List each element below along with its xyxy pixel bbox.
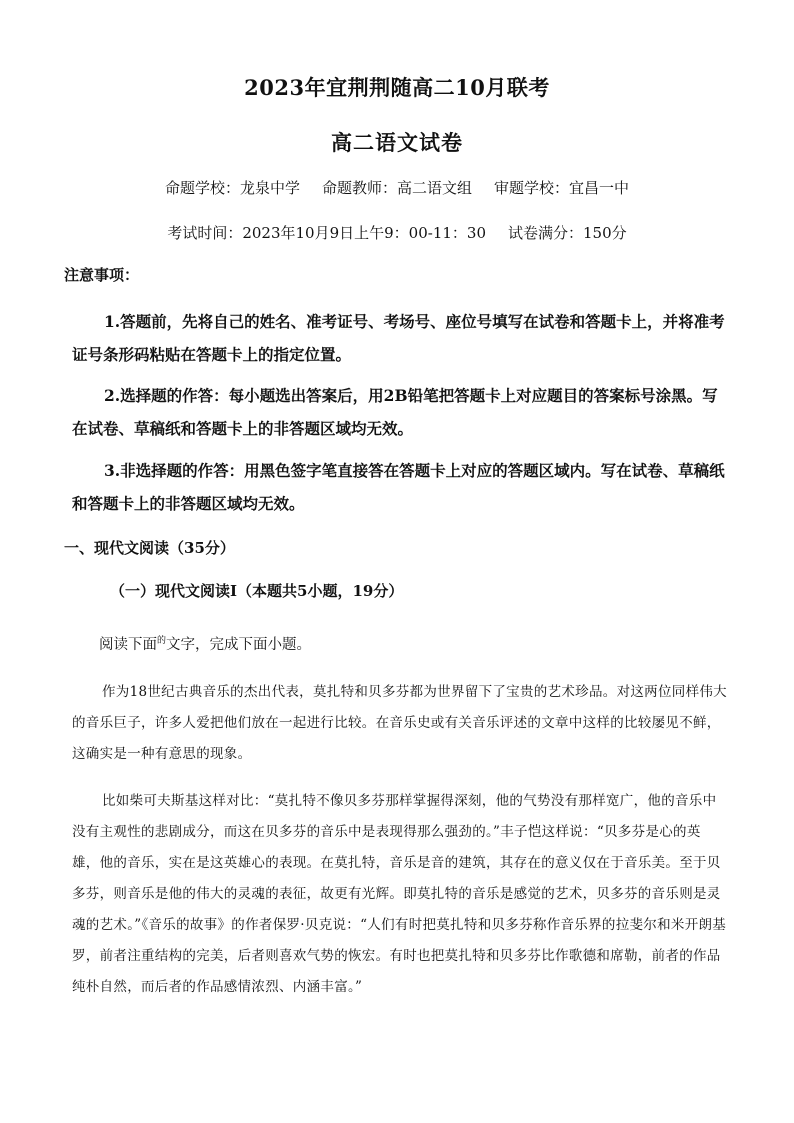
notice-heading: 注意事项：: [64, 266, 140, 284]
notice-item: 1.答题前，先将自己的姓名、准考证号、考场号、座位号填写在试卷和答题卡上，并将准考证号条形码粘贴在答题卡上的指定位置。: [72, 312, 725, 364]
notice-item: 3.非选择题的作答：用黑色签字笔直接答在答题卡上对应的答题区域内。写在试卷、草稿纸和答题卡上的非答题区域均无效。: [72, 461, 725, 513]
exam-meta-time: [0, 222, 794, 243]
exam-subtitle: 高二语文试卷: [331, 130, 463, 155]
meta-setting-school: 命题学校：龙泉中学: [164, 179, 300, 197]
exam-title: 2023年宜荆荆随高二10月联考: [244, 75, 550, 100]
meta-full-score: 试卷满分：150分: [508, 224, 627, 242]
meta-setting-teacher: 命题教师：高二语文组: [321, 179, 472, 197]
exam-meta-authors: [0, 177, 794, 198]
subsection-heading: （一）现代文阅读Ⅰ（本题共5小题，19分）: [110, 582, 404, 600]
meta-review-school: 审题学校：宜昌一中: [494, 179, 630, 197]
notice-item: 2.选择题的作答：每小题选出答案后，用2B铅笔把答题卡上对应题目的答案标号涂黑。写在试卷、草稿纸和答题卡上的非答题区域均无效。: [72, 386, 718, 438]
reading-instruction: [99, 633, 311, 654]
instruction-text-a: 阅读下面: [99, 637, 157, 653]
section-heading: 一、现代文阅读（35分）: [64, 539, 235, 557]
passage-paragraph: 比如柴可夫斯基这样对比：“莫扎特不像贝多芬那样掌握得深刻，他的气势没有那样宽广，他的音乐中没有主观性的悲剧成分，而这在贝多芬的音乐中是表现得那么强劲的。”丰子恺这样说：“贝多芬是心的英雄，他的音乐，实在是这英雄心的表现。在莫扎特，音乐是音的建筑，其存在的意义仅在于音乐美。至于贝多芬，则音乐是他的伟大的灵魂的表征，故更有光辉。即莫扎特的音乐是感觉的艺术，贝多芬的音乐则是灵魂的艺术。”《音乐的故事》的作者保罗·贝克说：“人们有时把莫扎特和贝多芬称作音乐界的拉斐尔和米开朗基罗，前者注重结构的完美，后者则喜欢气势的恢宏。有时也把莫扎特和贝多芬比作歌德和席勒，前者的作品纯朴自然，而后者的作品感情浓烈、内涵丰富。”: [72, 793, 727, 995]
instruction-text-b: 文字，完成下面小题。: [166, 637, 312, 653]
instruction-superscript: 的: [157, 636, 167, 647]
passage-paragraph: 作为18世纪古典音乐的杰出代表，莫扎特和贝多芬都为世界留下了宝贵的艺术珍品。对这两位同样伟大的音乐巨子，许多人爱把他们放在一起进行比较。在音乐史或有关音乐评述的文章中这样的比较屡见不鲜，这确实是一种有意思的现象。: [72, 684, 727, 762]
meta-exam-time: 考试时间：2023年10月9日上午9：00-11：30: [167, 224, 487, 242]
